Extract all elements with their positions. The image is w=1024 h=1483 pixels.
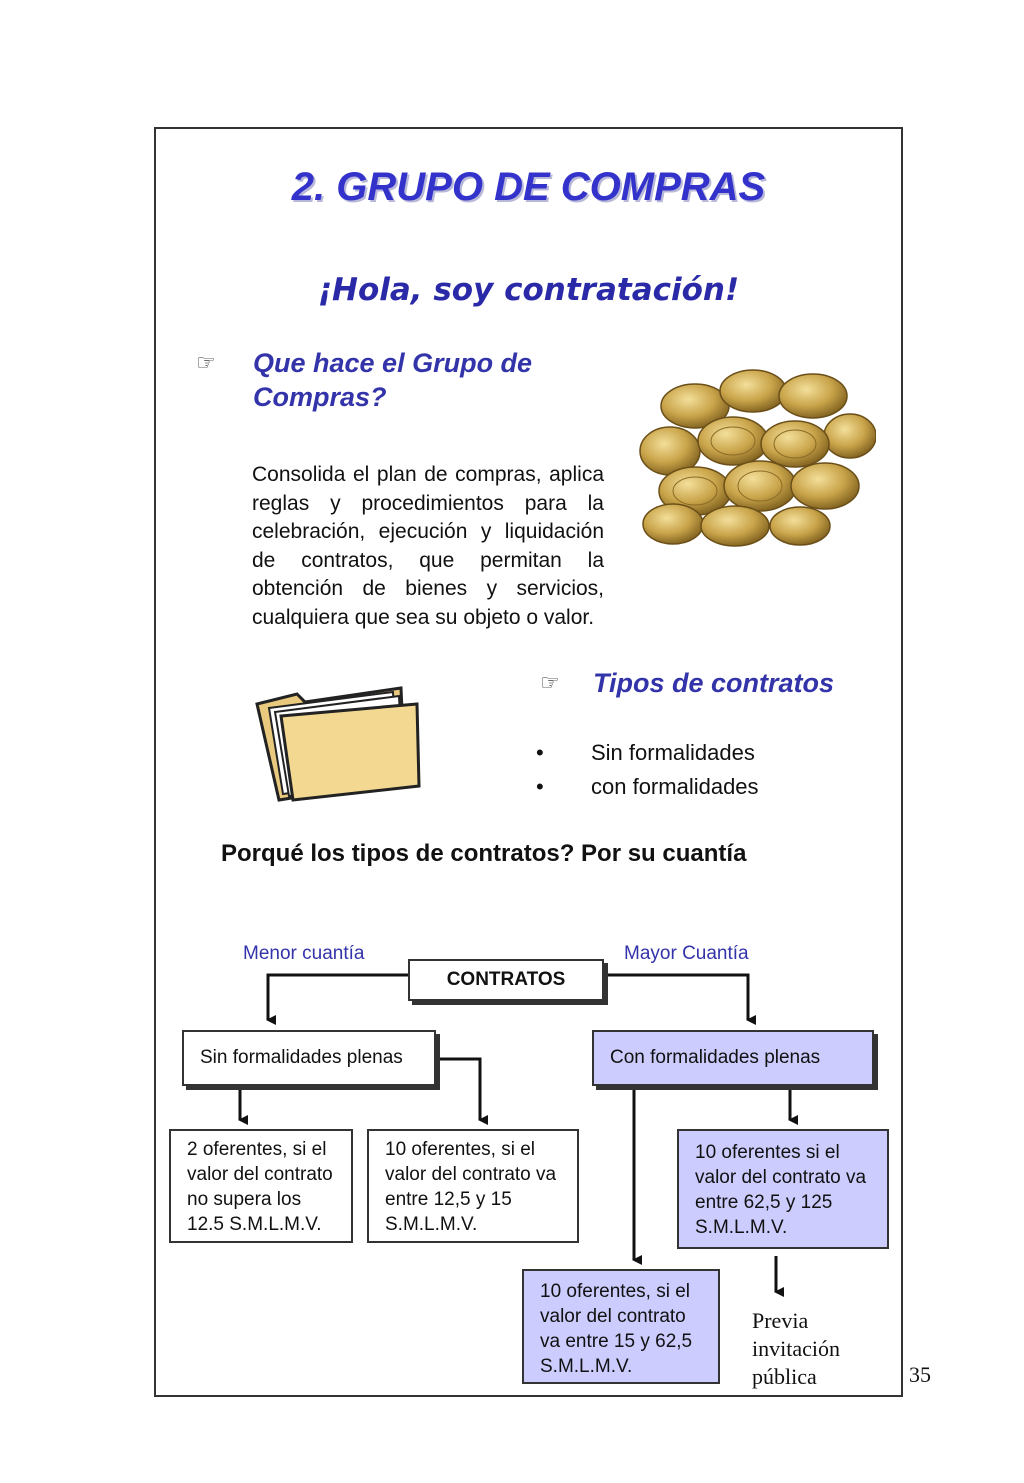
leaf-label: 2 oferentes, si el valor del contrato no supera los 12.5 S.M.L.M.V. (187, 1139, 333, 1235)
node-sin-formalidades (182, 1030, 436, 1086)
bullet-dot: • (536, 740, 544, 765)
connector-leaf2 (438, 1059, 480, 1120)
list-item-text: con formalidades (591, 774, 759, 799)
section-heading-grupo: Que hace el Grupo de Compras? (253, 348, 533, 412)
pointing-hand-icon: ☞ (540, 670, 560, 695)
root-node-contratos (408, 959, 604, 1001)
root-node-label: CONTRATOS (446, 969, 566, 990)
leaf-10-oferentes-15-62 (522, 1269, 720, 1384)
bullet-dot: • (536, 774, 544, 799)
page-number: 35 (909, 1362, 931, 1387)
connector-left (268, 975, 410, 1020)
node-label: Sin formalidades plenas (200, 1047, 403, 1068)
label-menor-cuantia: Menor cuantía (243, 943, 365, 964)
leaf-label: 10 oferentes, si el valor del contrato va entre 12,5 y 15 S.M.L.M.V. (385, 1139, 557, 1235)
greeting: ¡Hola, soy contratación! (317, 272, 740, 308)
section-description: Consolida el plan de compras, aplica reglas y procedimientos para la celebración, ejecución y liquidación de contratos, que permitan la obtención de bienes y servicios, cualquiera que sea su objeto o valor. (252, 463, 604, 629)
label-mayor-cuantia: Mayor Cuantía (624, 943, 749, 964)
section-heading-tipos: Tipos de contratos (593, 668, 835, 698)
pointing-hand-icon: ☞ (196, 350, 216, 375)
leaf-10-oferentes-62-125 (677, 1129, 889, 1249)
page-title: 2. GRUPO DE COMPRAS (291, 165, 766, 209)
node-label: Con formalidades plenas (610, 1047, 821, 1068)
question-heading: Porqué los tipos de contratos? Por su cuantía (221, 840, 747, 867)
node-con-formalidades (592, 1030, 874, 1086)
note-previa-invitacion: Previa invitación pública (752, 1308, 840, 1389)
list-item-text: Sin formalidades (591, 740, 755, 765)
leaf-label: 10 oferentes si el valor del contrato va entre 62,5 y 125 S.M.L.M.V. (695, 1142, 867, 1238)
leaf-2-oferentes (169, 1129, 353, 1243)
leaf-10-oferentes-12-15 (367, 1129, 579, 1243)
leaf-label: 10 oferentes, si el valor del contrato va entre 15 y 62,5 S.M.L.M.V. (540, 1281, 693, 1377)
connector-right (606, 975, 748, 1020)
